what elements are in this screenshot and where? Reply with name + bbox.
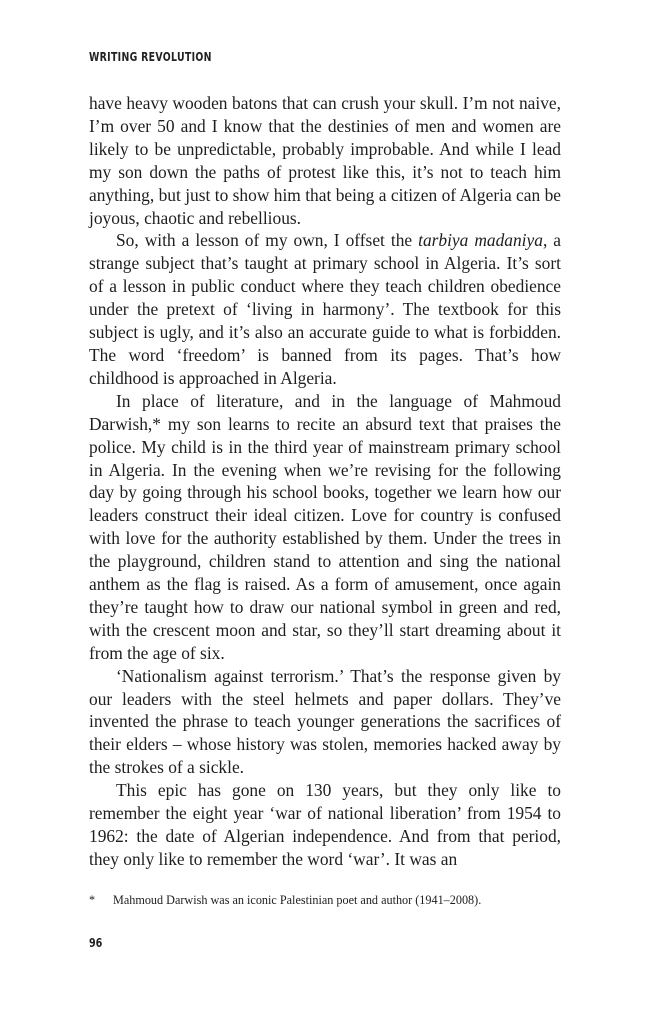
footnote-marker: * <box>89 893 96 907</box>
italic-term: tarbiya madaniya <box>418 230 543 251</box>
footnote-text: Mahmoud Darwish was an iconic Palestinian poet and author (1941–2008). <box>113 893 482 907</box>
paragraph-2-lead: So, with a lesson of my own, I offset the <box>116 230 419 251</box>
paragraph-5: This epic has gone on 130 years, but they only like to remember the eight year ‘war of national liberation’ from 1954 to 1962: the date of Algerian independence. And from that period, they only like to remember the word ‘war’. It was an <box>89 780 561 869</box>
paragraph-4: ‘Nationalism against terrorism.’ That’s the response given by our leaders with the steel helmets and paper dollars. They’ve invented the phrase to teach younger generations the sacrifices of their elders – whose history was stolen, memories hacked away by the strokes of a sickle. <box>89 665 561 778</box>
running-head: WRITING REVOLUTION <box>89 50 212 64</box>
paragraph-2 <box>89 229 561 389</box>
paragraph-2-rest: , a strange subject that’s taught at primary school in Algeria. It’s sort of a lesson in public conduct where they teach children obedience under the pretext of ‘living in harmony’. The textbook for this subject is ugly, and it’s also an accurate guide to what is forbidden. The word ‘freedom’ is banned from its pages. That’s how childhood is approached in Algeria. <box>89 230 561 388</box>
page-number: 96 <box>89 936 103 950</box>
body-text <box>89 92 561 871</box>
paragraph-3: In place of literature, and in the language of Mahmoud Darwish,* my son learns to recite an absurd text that praises the police. My child is in the third year of mainstream primary school in Algeria. In the evening when we’re revising for the following day by going through his school books, together we learn how our leaders construct their ideal citizen. Love for country is confused with love for the authority established by them. Under the trees in the playground, children stand to attention and sing the national anthem as the flag is raised. As a form of amusement, once again they’re taught how to draw our national symbol in green and red, with the crescent moon and star, so they’ll start dreaming about it from the age of six. <box>89 390 561 663</box>
paragraph-1: have heavy wooden batons that can crush your skull. I’m not naive, I’m over 50 and I know that the destinies of men and women are likely to be unpredictable, probably improbable. And while I lead my son down the paths of protest like this, it’s not to teach him anything, but just to show him that being a citizen of Algeria can be joyous, chaotic and rebellious. <box>89 93 561 228</box>
footnote <box>89 892 561 908</box>
